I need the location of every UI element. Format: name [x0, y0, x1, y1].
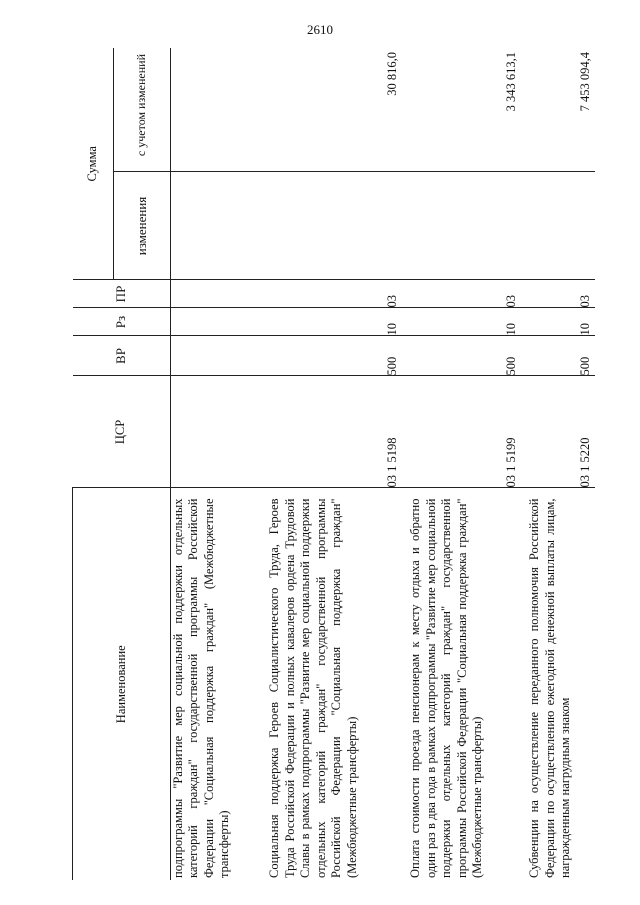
row-change: [267, 172, 402, 280]
row-csr: [170, 376, 261, 488]
row-rz: 10: [267, 308, 402, 336]
row-name: подпрограммы "Развитие мер социальной поддержки отдельных категорий граждан" государственной программы Российской Федерации "Социальная поддержка граждан" (Межбюджетные трансферты): [170, 488, 261, 880]
header-csr: ЦСР: [73, 376, 171, 488]
table-row: [527, 48, 595, 880]
row-total: [170, 48, 261, 172]
row-csr: 03 1 5199: [408, 376, 521, 488]
row-csr: 03 1 5198: [267, 376, 402, 488]
row-rz: [170, 308, 261, 336]
header-sum: Сумма: [73, 48, 114, 280]
row-pr: 03: [408, 280, 521, 308]
row-total: 30 816,0: [384, 52, 399, 96]
header-rz: Рз: [73, 308, 171, 336]
row-vr: 500: [267, 336, 402, 376]
budget-table: [72, 48, 595, 880]
row-rz: 10: [527, 308, 595, 336]
table-body: [170, 48, 595, 880]
rotated-table-content: [72, 48, 595, 880]
row-change: [170, 172, 261, 280]
header-total: с учетом изменений: [113, 48, 170, 172]
row-csr: 03 1 5220: [527, 376, 595, 488]
row-total: 3 343 613,1: [503, 52, 518, 112]
row-pr: [170, 280, 261, 308]
header-name: Наименование: [73, 488, 171, 880]
row-name: Оплата стоимости проезда пенсионерам к месту отдыха и обратно один раз в два года в рамках подпрограммы "Развитие мер социальной поддержки отдельных категорий граждан" государственной программы Российской Федерации "Социальная поддержка граждан" (Межбюджетные трансферты): [408, 488, 521, 880]
row-change: [408, 172, 521, 280]
row-vr: 500: [408, 336, 521, 376]
table-row: [267, 48, 402, 880]
table-header: [73, 48, 171, 880]
header-vr: ВР: [73, 336, 171, 376]
rotated-table-frame: [72, 48, 640, 878]
row-pr: 03: [267, 280, 402, 308]
table-row: [170, 48, 261, 880]
row-name: Социальная поддержка Героев Социалистического Труда, Героев Труда Российской Федерации и полных кавалеров ордена Трудовой Славы в рамках подпрограммы "Развитие мер социальной поддержки отдельных категорий граждан" государственной программы Российской Федерации "Социальная поддержка граждан" (Межбюджетные трансферты): [267, 488, 402, 880]
page-number: 2610: [307, 22, 333, 37]
row-vr: 500: [527, 336, 595, 376]
table-row: [408, 48, 521, 880]
row-pr: 03: [527, 280, 595, 308]
row-vr: [170, 336, 261, 376]
header-pr: ПР: [73, 280, 171, 308]
row-total: 7 453 094,4: [577, 52, 592, 112]
header-change: изменения: [113, 172, 170, 280]
row-change: [527, 172, 595, 280]
row-rz: 10: [408, 308, 521, 336]
row-name: Субвенции на осуществление переданного полномочия Российской Федерации по осуществлению ежегодной денежной выплаты лицам, награжденным нагрудным знаком: [527, 488, 595, 880]
